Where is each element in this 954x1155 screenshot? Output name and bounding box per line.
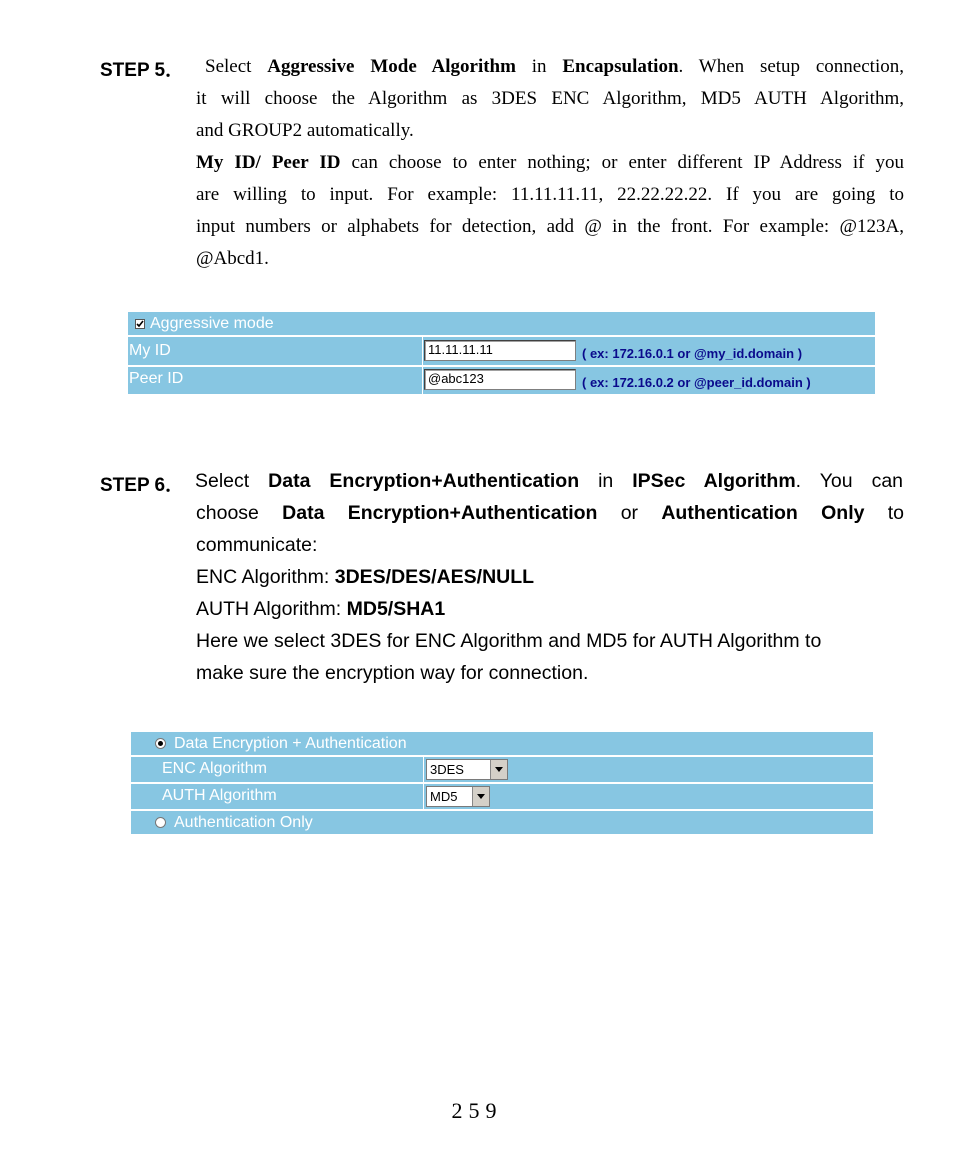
auth-only-row [131, 811, 873, 834]
step5-line6: input numbers or alphabets for detection, add @ in the front. For example: @123A, [196, 216, 904, 237]
panel1-divider [422, 337, 423, 394]
peer-id-row [128, 367, 875, 394]
my-id-row [128, 337, 875, 365]
enc-algorithm-label: ENC Algorithm [162, 760, 267, 777]
step6-line1: Select Data Encryption+Authentication in IPSec Algorithm. You can [195, 470, 904, 492]
step5-line4: My ID/ Peer ID can choose to enter nothing; or enter different IP Address if you [196, 152, 904, 173]
auth-algorithm-label: AUTH Algorithm [162, 787, 277, 804]
panel2-divider [423, 757, 424, 809]
auth-only-radio[interactable] [155, 817, 166, 828]
enc-algorithm-row [131, 757, 873, 782]
enc-algorithm-select[interactable] [426, 759, 508, 780]
auth-only-label: Authentication Only [174, 814, 313, 831]
enc-algorithm-value: 3DES [430, 762, 464, 777]
step5-line1: Select Aggressive Mode Algorithm in Encapsulation. When setup connection, [205, 56, 904, 77]
step5-line5: are willing to input. For example: 11.11.11.11, 22.22.22.22. If you are going to [196, 184, 904, 205]
peer-id-input[interactable]: @abc123 [424, 369, 576, 390]
auth-algorithm-row [131, 784, 873, 809]
aggressive-mode-row [128, 312, 875, 335]
step5-label: STEP 5． [100, 60, 185, 81]
peer-id-label: Peer ID [129, 370, 184, 387]
step6-line4: ENC Algorithm: 3DES/DES/AES/NULL [196, 566, 535, 588]
page-number: 259 [451, 1098, 503, 1123]
auth-algorithm-select[interactable] [426, 786, 490, 807]
step6-paragraph [196, 465, 904, 689]
step6-line7: make sure the encryption way for connection. [196, 662, 589, 684]
aggressive-mode-label: Aggressive mode [150, 315, 274, 332]
step5-line2: it will choose the Algorithm as 3DES ENC Algorithm, MD5 AUTH Algorithm, [196, 88, 904, 109]
aggressive-mode-panel [128, 312, 875, 394]
chevron-down-icon[interactable] [472, 787, 489, 806]
step6-line3: communicate: [196, 534, 318, 556]
step6-label: STEP 6． [100, 475, 185, 496]
chevron-down-icon[interactable] [490, 760, 507, 779]
ipsec-algorithm-panel [131, 732, 873, 834]
aggressive-mode-checkbox[interactable] [135, 319, 145, 329]
my-id-hint: ( ex: 172.16.0.1 or @my_id.domain ) [582, 346, 803, 361]
step5-paragraph [196, 51, 904, 275]
auth-algorithm-value: MD5 [430, 789, 458, 804]
my-id-input[interactable]: 11.11.11.11 [424, 340, 576, 361]
step6-line2: choose Data Encryption+Authentication or Authentication Only to [196, 502, 904, 524]
data-encryption-label: Data Encryption + Authentication [174, 735, 407, 752]
my-id-label: My ID [129, 342, 171, 359]
data-encryption-row [131, 732, 873, 755]
peer-id-hint: ( ex: 172.16.0.2 or @peer_id.domain ) [582, 375, 811, 390]
data-encryption-radio[interactable] [155, 738, 166, 749]
step5-line3: and GROUP2 automatically. [196, 120, 414, 141]
step6-line5: AUTH Algorithm: MD5/SHA1 [196, 598, 446, 620]
step6-line6: Here we select 3DES for ENC Algorithm and MD5 for AUTH Algorithm to [196, 630, 822, 652]
step5-line7: @Abcd1. [196, 248, 269, 269]
